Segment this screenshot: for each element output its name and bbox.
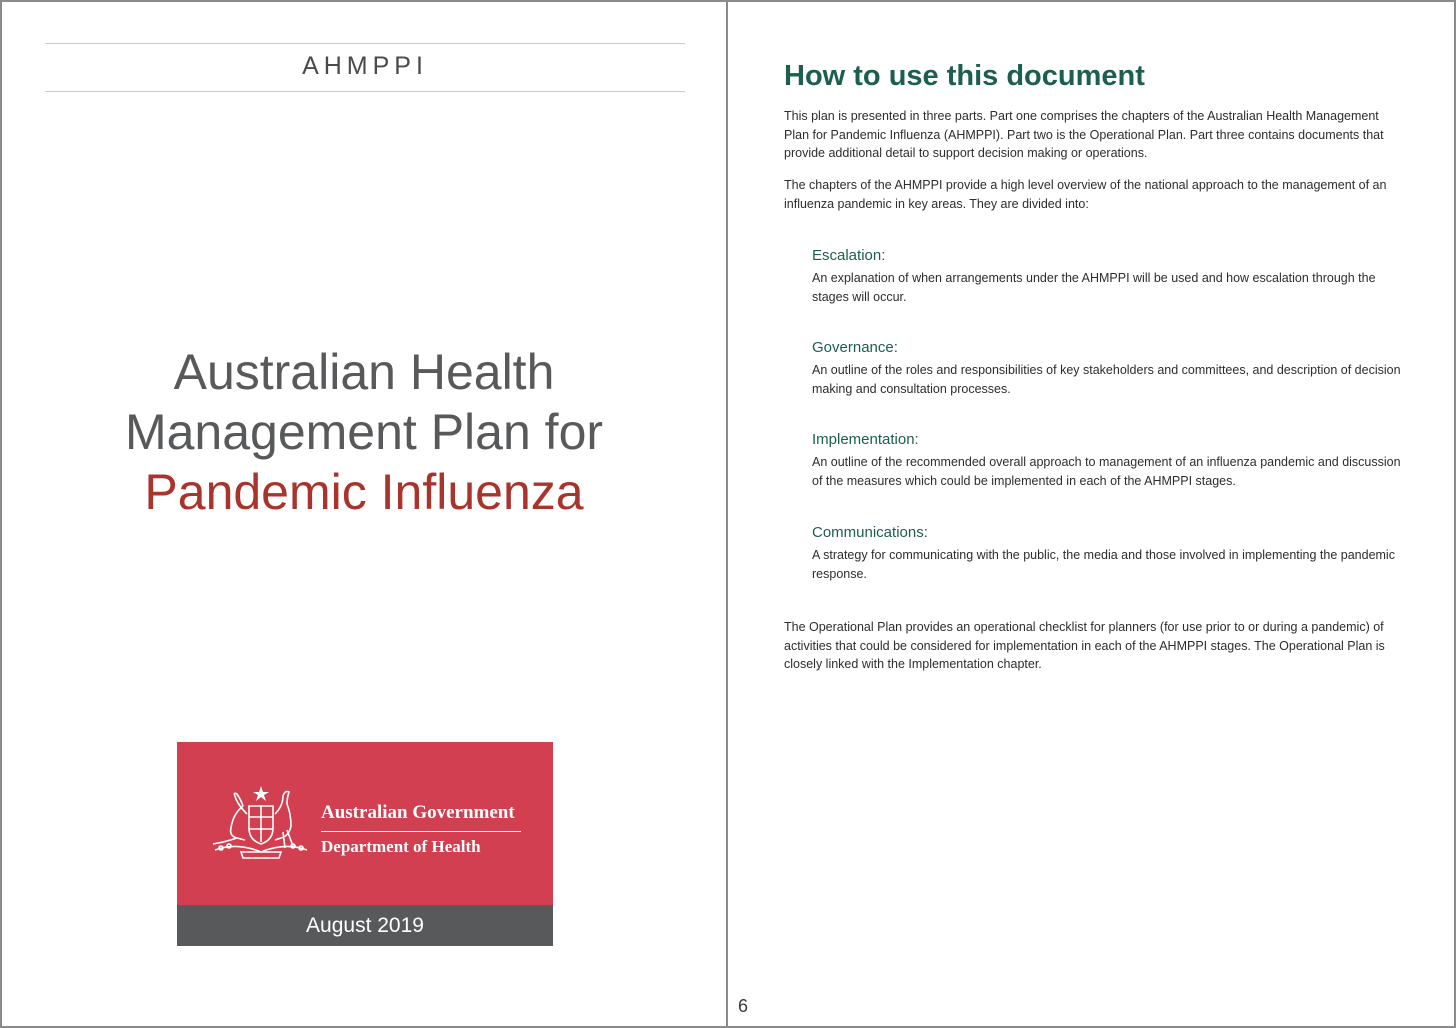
commonwealth-coat-of-arms-icon [207,784,315,862]
publication-date: August 2019 [306,914,424,937]
cover-title-line-2: Management Plan for [124,404,604,460]
section-title: Escalation: [812,247,886,264]
section-implementation [812,430,1402,490]
section-title: Governance: [812,339,898,356]
intro-paragraph-2: The chapters of the AHMPPI provide a high level overview of the national approach to the management of an influenza pandemic in key areas. They are divided into: [784,178,1387,211]
section-title: Communications: [812,524,928,541]
section-body: A strategy for communicating with the public, the media and those involved in implementing the pandemic response. [812,548,1395,581]
date-bar [177,905,553,946]
government-logo-block [177,742,553,946]
page-number: 6 [738,996,749,1016]
section-body: An explanation of when arrangements under the AHMPPI will be used and how escalation through the stages will occur. [812,271,1376,304]
government-logo-panel [177,742,553,905]
section-communications [812,523,1402,583]
section-body: An outline of the roles and responsibilities of key stakeholders and committees, and description of decision making and consultation processes. [812,363,1401,396]
cover-page [2,2,726,1026]
section-governance [812,338,1402,398]
government-name: Australian Government [321,802,515,823]
content-page [728,2,1454,1026]
intro-paragraph-1: This plan is presented in three parts. Part one comprises the chapters of the Australian Health Management Plan for Pandemic Influenza (AHMPPI). Part two is the Operational Plan. Part three contains documents that provide additional detail to support decision making or operations. [784,109,1384,160]
department-name: Department of Health [321,837,481,856]
cover-title-accent: Pandemic Influenza [144,464,584,520]
cover-title-line-1: Australian Health [173,344,555,400]
cover-title [2,342,726,522]
cover-header-label: AHMPPI [302,52,428,80]
page-heading: How to use this document [784,60,1145,92]
section-title: Implementation: [812,431,919,448]
header-rule-top [45,43,685,44]
logo-divider [321,831,521,832]
header-rule-bottom [45,91,685,92]
section-escalation [812,246,1402,306]
closing-paragraph: The Operational Plan provides an operational checklist for planners (for use prior to or during a pandemic) of activities that could be considered for implementation in each of the AHMPPI stages. The Operational Plan is closely linked with the Implementation chapter. [784,620,1385,671]
section-body: An outline of the recommended overall approach to management of an influenza pandemic and discussion of the measures which could be implemented in each of the AHMPPI stages. [812,455,1401,488]
